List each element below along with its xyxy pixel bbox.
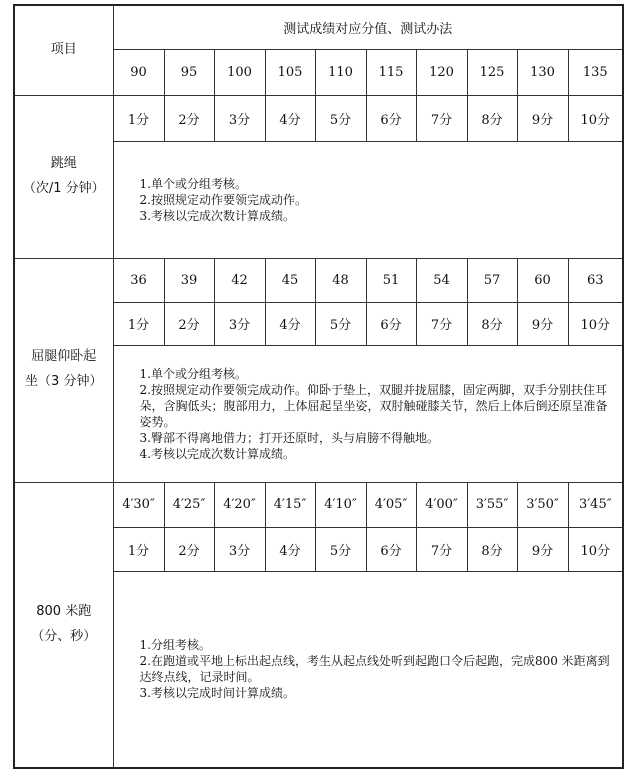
points-cell: 10分 [568, 95, 623, 141]
item-name-jump-rope [14, 95, 113, 258]
threshold-cell: 63 [568, 258, 623, 302]
score-cell: 95 [164, 49, 214, 95]
note-line: 1.单个或分组考核。 [139, 176, 247, 191]
threshold-cell: 4′25″ [164, 482, 214, 527]
note-line: 1.分组考核。 [139, 638, 211, 653]
threshold-cell: 4′15″ [265, 482, 315, 527]
threshold-cell: 4′05″ [366, 482, 416, 527]
points-cell: 2分 [164, 302, 214, 345]
item-name-situps [14, 258, 113, 482]
score-cell: 125 [467, 49, 517, 95]
test-method-notes [113, 345, 623, 482]
threshold-cell: 4′00″ [416, 482, 467, 527]
threshold-cell: 42 [214, 258, 265, 302]
threshold-cell: 3′50″ [517, 482, 568, 527]
score-cell: 130 [517, 49, 568, 95]
points-cell: 5分 [315, 302, 366, 345]
points-cell: 9分 [517, 302, 568, 345]
points-cell: 6分 [366, 302, 416, 345]
points-cell: 3分 [214, 302, 265, 345]
item-name-line2: （次/1 分钟） [22, 180, 105, 196]
score-cell: 135 [568, 49, 623, 95]
points-cell: 3分 [214, 527, 265, 571]
points-cell: 4分 [265, 302, 315, 345]
points-cell: 2分 [164, 95, 214, 141]
points-cell: 6分 [366, 527, 416, 571]
threshold-cell: 54 [416, 258, 467, 302]
score-table [13, 4, 624, 769]
points-cell: 9分 [517, 527, 568, 571]
threshold-cell: 36 [113, 258, 164, 302]
note-line: 2.在跑道或平地上标出起点线，考生从起点线处听到起跑口令后起跑，完成800 米距离到达终点线，记录时间。 [139, 654, 610, 685]
points-cell: 10分 [568, 527, 623, 571]
item-name-line2: 坐（3 分钟） [25, 374, 103, 389]
score-cell: 105 [265, 49, 315, 95]
points-cell: 7分 [416, 527, 467, 571]
points-cell: 4分 [265, 527, 315, 571]
threshold-cell: 45 [265, 258, 315, 302]
points-cell: 1分 [113, 527, 164, 571]
header-title: 测试成绩对应分值、测试办法 [113, 5, 623, 49]
points-cell: 7分 [416, 302, 467, 345]
points-cell: 8分 [467, 527, 517, 571]
points-cell: 10分 [568, 302, 623, 345]
points-cell: 6分 [366, 95, 416, 141]
item-name-800m-run [14, 482, 113, 768]
score-cell: 110 [315, 49, 366, 95]
points-cell: 7分 [416, 95, 467, 141]
note-line: 2.按照规定动作要领完成动作。 [139, 192, 307, 207]
threshold-cell: 4′20″ [214, 482, 265, 527]
score-cell: 120 [416, 49, 467, 95]
note-line: 2.按照规定动作要领完成动作。仰卧于垫上，双腿并拢屈膝，固定两脚，双手分别扶住耳朵，含胸低头；腹部用力，上体屈起呈坐姿，双肘触碰膝关节，然后上体后倒还原呈准备姿势。 [139, 382, 608, 429]
note-line: 3.考核以完成次数计算成绩。 [139, 208, 295, 223]
item-name-line1: 跳绳 [50, 155, 77, 171]
item-name-line2: （分、秒） [31, 628, 97, 644]
threshold-cell: 57 [467, 258, 517, 302]
threshold-cell: 51 [366, 258, 416, 302]
note-line: 4.考核以完成次数计算成绩。 [139, 446, 295, 461]
threshold-cell: 60 [517, 258, 568, 302]
threshold-cell: 4′10″ [315, 482, 366, 527]
threshold-cell: 48 [315, 258, 366, 302]
points-cell: 1分 [113, 302, 164, 345]
note-line: 3.臀部不得离地借力；打开还原时，头与肩膀不得触地。 [139, 430, 439, 445]
item-name-line1: 800 米跑 [36, 604, 92, 620]
note-line: 1.单个或分组考核。 [139, 366, 247, 381]
points-cell: 5分 [315, 95, 366, 141]
test-method-notes [113, 141, 623, 258]
header-item-label: 项目 [14, 5, 113, 95]
points-cell: 1分 [113, 95, 164, 141]
score-cell: 100 [214, 49, 265, 95]
points-cell: 8分 [467, 302, 517, 345]
item-name-line1: 屈腿仰卧起 [31, 349, 97, 365]
points-cell: 9分 [517, 95, 568, 141]
score-cell: 115 [366, 49, 416, 95]
threshold-cell: 3′45″ [568, 482, 623, 527]
score-cell: 90 [113, 49, 164, 95]
points-cell: 8分 [467, 95, 517, 141]
threshold-cell: 3′55″ [467, 482, 517, 527]
threshold-cell: 4′30″ [113, 482, 164, 527]
score-table-sheet [13, 4, 622, 767]
threshold-cell: 39 [164, 258, 214, 302]
points-cell: 4分 [265, 95, 315, 141]
points-cell: 5分 [315, 527, 366, 571]
note-line: 3.考核以完成时间计算成绩。 [139, 686, 295, 701]
points-cell: 2分 [164, 527, 214, 571]
test-method-notes [113, 571, 623, 768]
points-cell: 3分 [214, 95, 265, 141]
